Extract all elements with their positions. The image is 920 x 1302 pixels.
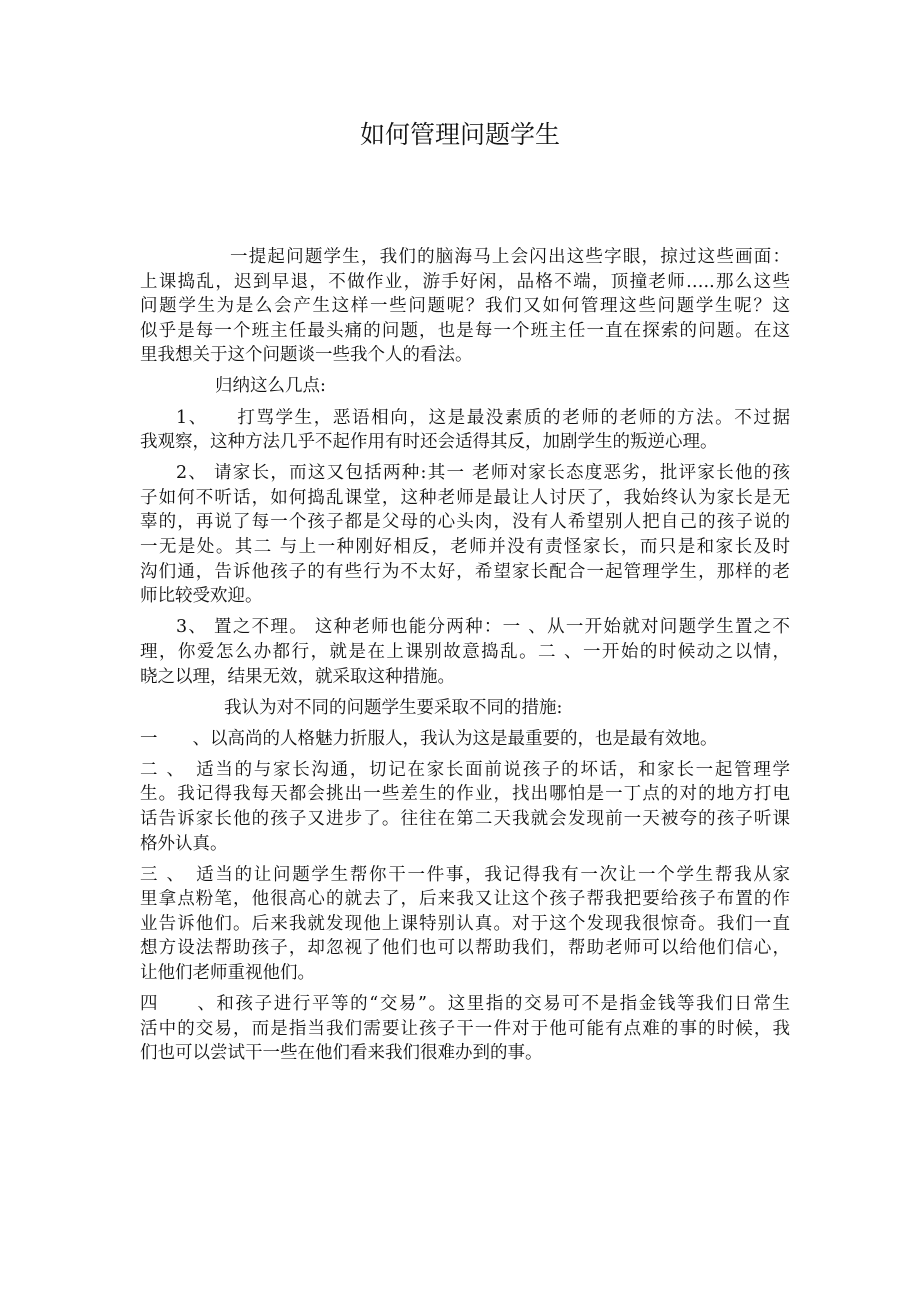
text-line: 我认为对不同的问题学生要采取不同的措施: (224, 697, 563, 718)
paragraph (140, 696, 790, 721)
text-line: 一无是处。其二 与上一种刚好相反，老师并没有责怪家长，而只是和家长及时 (140, 537, 790, 558)
text-line: 话告诉家长他的孩子又进步了。往往在第二天我就会发现前一天被夸的孩子听课 (140, 808, 790, 829)
text-line: 二 、 适当的与家长沟通，切记在家长面前说孩子的坏话，和家长一起管理学 (140, 759, 790, 780)
text-line: 一提起问题学生，我们的脑海马上会闪出这些字眼，掠过这些画面： (230, 247, 790, 267)
paragraph (140, 615, 790, 689)
text-line: 似乎是每一个班主任最头痛的问题，也是每一个班主任一直在探索的问题。在这 (140, 320, 790, 341)
text-line: 问题学生为是么会产生这样一些问题呢？我们又如何管理这些问题学生呢？这 (140, 296, 790, 317)
text-line: 想方设法帮助孩子，却忽视了他们也可以帮助我们，帮助老师可以给他们信心， (140, 938, 790, 959)
text-line: 一 、以高尚的人格魅力折服人，我认为这是最重要的，也是最有效地。 (140, 728, 718, 749)
text-line: 师比较受欢迎。 (140, 586, 263, 607)
text-line: 生。我记得我每天都会挑出一些差生的作业，找出哪怕是一丁点的对的地方打电 (140, 784, 790, 805)
text-line: 活中的交易，而是指当我们需要让孩子干一件对于他可能有点难的事的时候，我 (140, 1018, 790, 1039)
paragraph (140, 245, 790, 368)
text-line: 上课捣乱，迟到早退，不做作业，游手好闲，品格不端，顶撞老师…..那么这些 (140, 271, 790, 292)
paragraph (140, 863, 790, 986)
paragraph (140, 992, 790, 1066)
text-line: 我观察，这种方法几乎不起作用有时还会适得其反，加剧学生的叛逆心理。 (140, 432, 718, 453)
paragraph (140, 406, 790, 455)
text-line: 子如何不听话，如何捣乱课堂，这种老师是最让人讨厌了，我始终认为家长是无 (140, 487, 790, 508)
paragraph (140, 758, 790, 856)
text-line: 三 、 适当的让问题学生帮你干一件事，我记得我有一次让一个学生帮我从家 (140, 864, 790, 885)
text-line: 归纳这么几点: (215, 376, 326, 397)
text-line: 里拿点粉笔，他很高心的就去了，后来我又让这个孩子帮我把要给孩子布置的作 (140, 889, 790, 910)
text-line: 晓之以理，结果无效，就采取这种措施。 (140, 666, 455, 687)
text-line: 沟们通，告诉他孩子的有些行为不太好，希望家长配合一起管理学生，那样的老 (140, 561, 790, 582)
document-body (140, 245, 790, 1072)
text-line: 1、 打骂学生，恶语相向，这是最没素质的老师的老师的方法。不过据 (176, 407, 790, 428)
text-line: 2、 请家长，而这又包括两种:其一 老师对家长态度恶劣，批评家长他的孩 (176, 463, 790, 484)
text-line: 3、 置之不理。 这种老师也能分两种：一 、从一开始就对问题学生置之不 (176, 617, 790, 638)
text-line: 格外认真。 (140, 833, 228, 854)
text-line: 们也可以尝试干一些在他们看来我们很难办到的事。 (140, 1043, 543, 1064)
text-line: 里我想关于这个问题谈一些我个人的看法。 (140, 345, 473, 366)
text-line: 让他们老师重视他们。 (140, 963, 315, 984)
document-title: 如何管理问题学生 (359, 120, 560, 149)
paragraph (140, 461, 790, 609)
text-line: 业告诉他们。后来我就发现他上课特别认真。对于这个发现我很惊奇。我们一直 (140, 913, 790, 934)
text-line: 辜的，再说了每一个孩子都是父母的心头肉，没有人希望别人把自己的孩子说的 (140, 512, 790, 533)
paragraph (140, 727, 790, 752)
text-line: 四 、和孩子进行平等的“交易”。这里指的交易可不是指金钱等我们日常生 (140, 994, 790, 1015)
paragraph (140, 374, 790, 399)
text-line: 理，你爱怎么办都行，就是在上课别故意捣乱。二 、一开始的时候动之以情， (140, 641, 790, 662)
